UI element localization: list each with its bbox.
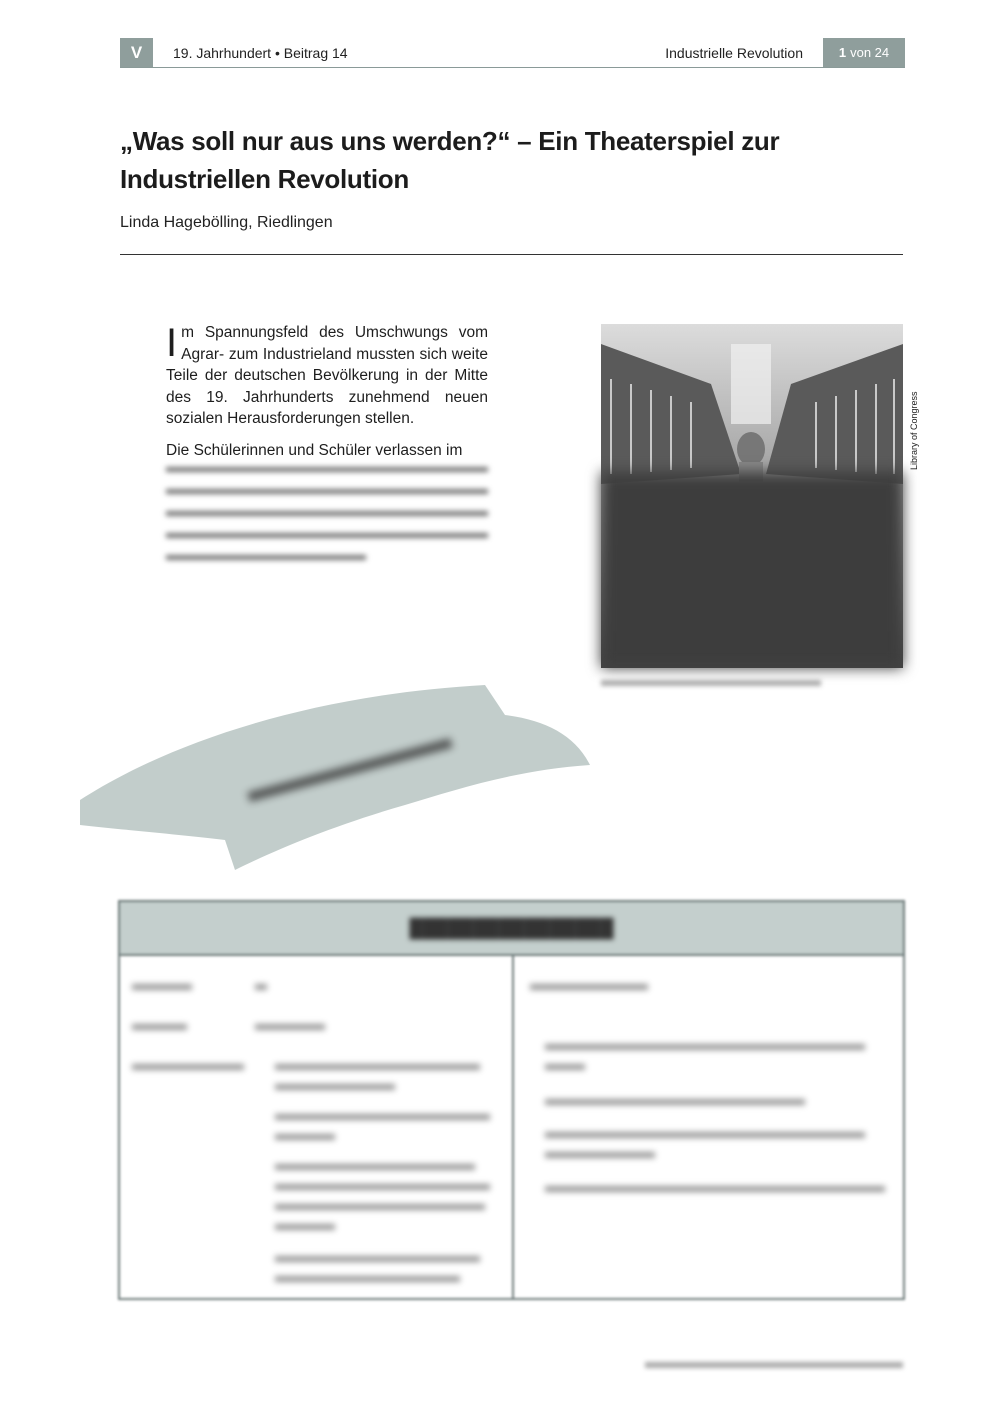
article-title: „Was soll nur aus uns werden?“ – Ein Theaterspiel zur Industriellen Revolution	[120, 126, 780, 194]
column-divider	[512, 956, 514, 1298]
article-author: Linda Hagebölling, Riedlingen	[120, 214, 333, 231]
photo-credit: Library of Congress	[909, 391, 919, 470]
intro-paragraph-1	[166, 322, 488, 430]
series-label: 19. Jahrhundert • Beitrag 14	[173, 45, 348, 61]
blurred-table-heading: ████████████████	[409, 917, 614, 938]
title-divider	[120, 254, 903, 255]
intro-paragraph-2: Die Schülerinnen und Schüler verlassen im	[166, 441, 463, 459]
intro-text	[166, 322, 488, 471]
page-total: von 24	[850, 45, 890, 60]
overview-table-header	[120, 902, 903, 956]
page-header	[120, 38, 905, 68]
page-indicator	[823, 38, 905, 67]
page-current: 1	[838, 45, 847, 60]
blurred-photo-area	[601, 472, 903, 668]
publisher-badge: V	[120, 38, 153, 67]
blurred-text-block	[166, 467, 488, 577]
overview-table-body	[120, 956, 903, 1298]
blurred-footer	[645, 1362, 903, 1368]
blurred-caption	[601, 680, 821, 686]
intro-paragraph-1-text: m Spannungsfeld des Umschwungs vom Agrar- zum Industrieland mussten sich weite Teile der deutschen Bevölkerung in der Mitte des 19. Jahrhunderts zunehmend neuen sozialen Herausforderungen stellen.	[166, 324, 488, 427]
drop-cap: I	[166, 321, 178, 365]
topic-label: Industrielle Revolution	[665, 45, 803, 61]
overview-table	[118, 900, 905, 1300]
